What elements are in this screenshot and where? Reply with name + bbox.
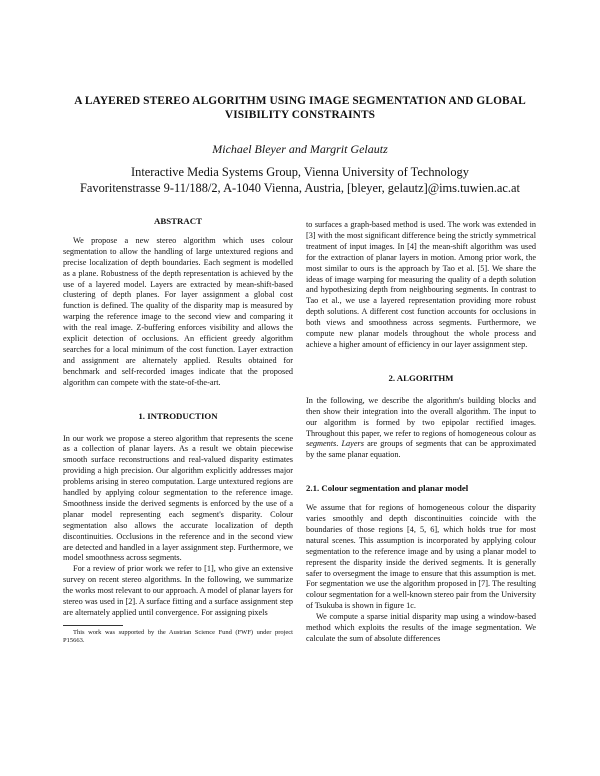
segmentation-heading: 2.1. Colour segmentation and planar model [306,483,469,494]
algorithm-text-a: In the following, we describe the algorithm's building blocks and then show their integration into the overall algorithm. The input to our algorithm is formed by two epipolar rectified images. Throughout this paper, we refer to regions of homogeneous colour as [306,395,536,438]
algorithm-paragraph-1 [306,396,536,461]
footnote: This work was supported by the Austrian Science Fund (FWF) under project P15663. [63,628,293,645]
segmentation-paragraph-1: We assume that for regions of homogeneous colour the disparity varies smoothly and depth discontinuities coincide with the boundaries of those regions [4, 5, 6], which holds true for most natural scenes. This assumption is incorporated by applying colour segmentation to the reference image and by using a planar model to represent the disparity inside the derived segments. It is generally safer to oversegment the image to ensure that this assumption is met. For segmentation we use the algorithm proposed in [7]. The resulting colour segmentation for a well-known stereo pair from the University of Tsukuba is shown in figure 1c. [306,503,536,611]
algorithm-text-c: are groups of segments that can be approximated by the same planar equation. [306,439,537,460]
abstract-heading: ABSTRACT [154,216,202,226]
algorithm-heading: 2. ALGORITHM [388,372,454,383]
term-layers: Layers [341,439,364,449]
paper-authors: Michael Bleyer and Margrit Gelautz [212,142,388,156]
affiliation [0,164,600,196]
abstract-text: We propose a new stereo algorithm which uses colour segmentation to allow the handling of large untextured regions and precise localization of depth boundaries. Each segment is modelled as a plane. Robustness of the depth representation is achieved by the use of a layered model. Layers are extracted by mean-shift-based clustering of depth planes. For layer assignment a global cost function is defined. The quality of the disparity map is measured by warping the reference image to the second view and comparing it with the real image. Z-buffering enforces visibility and allows the explicit detection of occlusions. An efficient greedy algorithm searches for a local minimum of the cost function. Layer extraction and assignment are alternately applied. Results obtained for benchmark and self-recorded images indicate that the proposed algorithm can compete with the state-of-the-art. [63,235,293,387]
paper-title: A LAYERED STEREO ALGORITHM USING IMAGE SEGMENTATION AND GLOBAL VISIBILITY CONSTRAINTS [74,95,526,121]
introduction-paragraph-1: In our work we propose a stereo algorithm that represents the scene as a collection of planar layers. As a result we obtain piecewise smooth surface reconstructions and real-valued disparity estimates providing a high precision. Our algorithm explicitly addresses major problems arising in stereo computation. Large untextured regions are handled by applying colour segmentation to the reference image. Smoothness inside the derived segments is enforced by the use of a planar model representing each segment's disparity. Colour segmentation also allows the accurate localization of depth discontinuities. Occlusions in the reference and in the second view are detected and handled in a layer assignment step. Furthermore, we model smoothness across segments. [63,433,293,563]
algorithm-text-b: . [336,439,339,449]
introduction-heading: 1. INTRODUCTION [138,410,218,421]
affiliation-line-1: Interactive Media Systems Group, Vienna University of Technology [131,165,469,179]
introduction-paragraph-2-continued: to surfaces a graph-based method is used. The work was extended in [3] with the most significant difference being the strictly symmetrical treatment of input images. In [4] the mean-shift algorithm was used for the extraction of planar layers in motion. Among prior work, the most similar to ours is the approach by Tao et al. [5]. We share the ideas of image warping for measuring the quality of a depth solution and hypothesizing depth from neighbouring segments. In contrast to Tao et al., we use a layered representation providing more robust depth solutions. A different cost function accounts for occlusions in both views and smoothness across segments. Furthermore, we compute new planar models throughout the whole process and achieve a higher amount of efficiency in our layer assignment step. [306,220,536,349]
footnote-rule [63,625,123,626]
term-segments: segments [306,439,337,449]
right-column [306,220,536,645]
introduction-paragraph-2: For a review of prior work we refer to [1], who give an extensive survey on recent stereo algorithms. In the following, we summarize the works most relevant to our approach. A model of planar layers for stereo was used in [2]. A surface fitting and a surface assignment step are alternately applied until convergence. For assigning pixels [63,564,293,617]
affiliation-line-2: Favoritenstrasse 9-11/188/2, A-1040 Vienna, Austria, [bleyer, gelautz]@ims.tuwien.ac.at [80,181,520,195]
segmentation-paragraph-2: We compute a sparse initial disparity map using a window-based method which exploits the results of the image segmentation. We calculate the sum of absolute differences [306,612,536,643]
left-column [63,216,293,646]
